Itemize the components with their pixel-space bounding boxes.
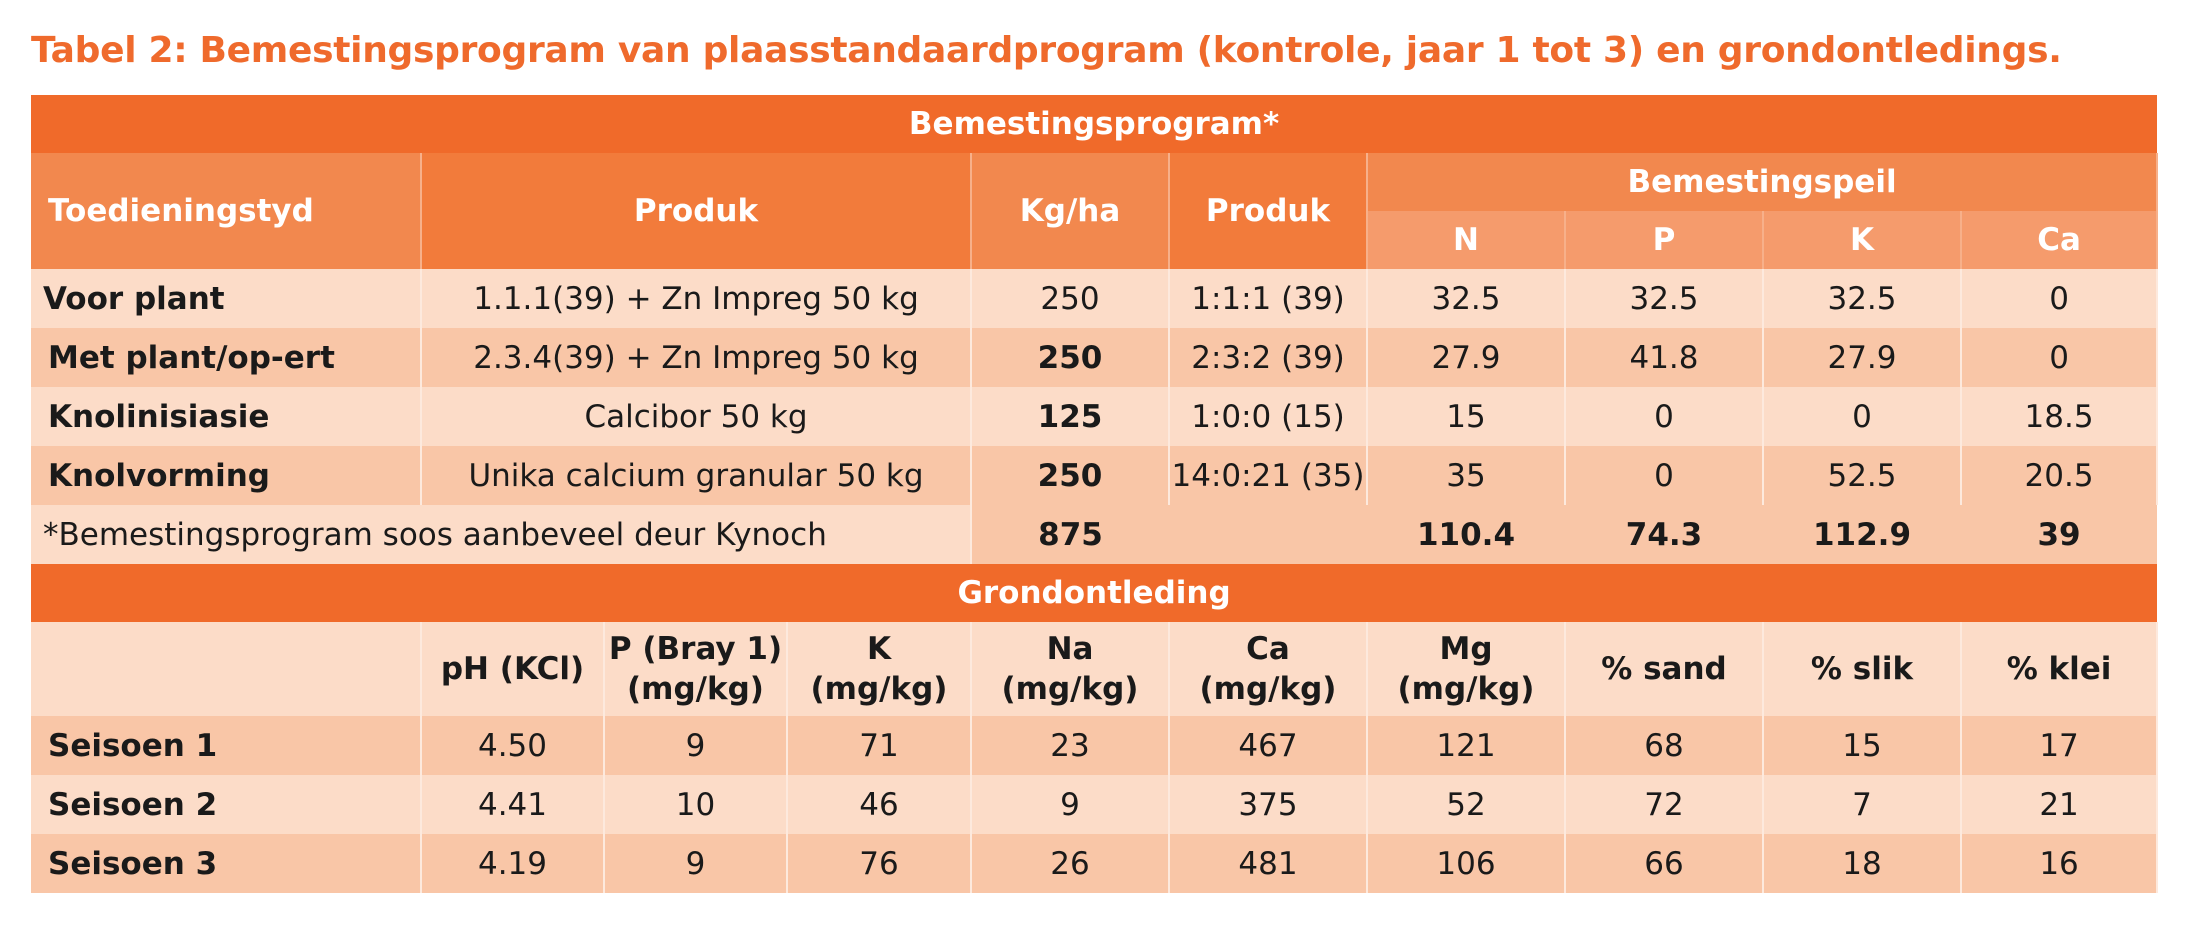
section-title: Grondontleding (957, 575, 1231, 611)
cell-p: 0 (1565, 446, 1763, 505)
col-header-p-bray: P (Bray 1) (mg/kg) (604, 622, 787, 716)
cell-kgha: 250 (971, 269, 1169, 328)
cell-k: 52.5 (1763, 446, 1961, 505)
col-header-produk: Produk (421, 153, 971, 269)
col-header-k: K (1763, 211, 1961, 269)
cell-ca: 0 (1961, 269, 2157, 328)
cell-sand: 72 (1565, 775, 1763, 834)
table-row (31, 775, 2157, 834)
cell-mg: 121 (1367, 716, 1565, 775)
cell-n: 35 (1367, 446, 1565, 505)
totals-row (31, 505, 2157, 564)
cell-kgha: 250 (971, 328, 1169, 387)
cell-k: 27.9 (1763, 328, 1961, 387)
cell-ph: 4.19 (421, 834, 604, 893)
table-row (31, 446, 2157, 505)
cell-product: 1.1.1(39) + Zn Impreg 50 kg (421, 269, 971, 328)
cell-k: 32.5 (1763, 269, 1961, 328)
col-header-mg: Mg (mg/kg) (1367, 622, 1565, 716)
cell-p: 41.8 (1565, 328, 1763, 387)
cell-n: 15 (1367, 387, 1565, 446)
cell-season: Seisoen 2 (31, 775, 421, 834)
section-header-bemestingsprogram (31, 95, 2157, 153)
col-header-klei: % klei (1961, 622, 2157, 716)
cell-ratio: 1:1:1 (39) (1169, 269, 1367, 328)
cell-mg: 106 (1367, 834, 1565, 893)
cell-n: 27.9 (1367, 328, 1565, 387)
col-header-toedieningstyd: Toedieningstyd (31, 153, 421, 269)
total-empty (1169, 505, 1367, 564)
cell-kgha: 250 (971, 446, 1169, 505)
col-header-p: P (1565, 211, 1763, 269)
cell-ratio: 14:0:21 (35) (1169, 446, 1367, 505)
cell-ca: 375 (1169, 775, 1367, 834)
col-header-empty (31, 622, 421, 716)
cell-ratio: 1:0:0 (15) (1169, 387, 1367, 446)
footnote-text: *Bemestingsprogram soos aanbeveel deur Kynoch (31, 505, 971, 564)
cell-na: 26 (971, 834, 1169, 893)
total-k: 112.9 (1763, 505, 1961, 564)
cell-k: 71 (787, 716, 971, 775)
col-header-produk-ratio: Produk (1169, 153, 1367, 269)
cell-ca: 20.5 (1961, 446, 2157, 505)
cell-klei: 21 (1961, 775, 2157, 834)
cell-slik: 18 (1763, 834, 1961, 893)
cell-p: 9 (604, 834, 787, 893)
section-title: Bemestingsprogram* (908, 106, 1280, 142)
cell-p: 9 (604, 716, 787, 775)
cell-p: 0 (1565, 387, 1763, 446)
cell-time: Met plant/op-ert (31, 328, 421, 387)
col-header-ca: Ca (1961, 211, 2157, 269)
table-row (31, 269, 2157, 328)
cell-product: Unika calcium granular 50 kg (421, 446, 971, 505)
col-header-na: Na (mg/kg) (971, 622, 1169, 716)
cell-ph: 4.41 (421, 775, 604, 834)
total-p: 74.3 (1565, 505, 1763, 564)
table-row (31, 328, 2157, 387)
cell-time: Knolvorming (31, 446, 421, 505)
cell-ratio: 2:3:2 (39) (1169, 328, 1367, 387)
cell-season: Seisoen 3 (31, 834, 421, 893)
cell-time: Knolinisiasie (31, 387, 421, 446)
cell-na: 23 (971, 716, 1169, 775)
cell-ca: 18.5 (1961, 387, 2157, 446)
cell-klei: 17 (1961, 716, 2157, 775)
table-row (31, 387, 2157, 446)
col-header-ph: pH (KCl) (421, 622, 604, 716)
total-ca: 39 (1961, 505, 2157, 564)
header-row (31, 153, 2157, 211)
cell-na: 9 (971, 775, 1169, 834)
cell-product: Calcibor 50 kg (421, 387, 971, 446)
table-row (31, 834, 2157, 893)
col-header-ca: Ca (mg/kg) (1169, 622, 1367, 716)
cell-ph: 4.50 (421, 716, 604, 775)
cell-ca: 467 (1169, 716, 1367, 775)
cell-season: Seisoen 1 (31, 716, 421, 775)
total-kgha: 875 (971, 505, 1169, 564)
soil-header-row (31, 622, 2157, 716)
cell-slik: 15 (1763, 716, 1961, 775)
cell-kgha: 125 (971, 387, 1169, 446)
cell-n: 32.5 (1367, 269, 1565, 328)
col-header-kgha: Kg/ha (971, 153, 1169, 269)
cell-sand: 68 (1565, 716, 1763, 775)
cell-sand: 66 (1565, 834, 1763, 893)
col-header-n: N (1367, 211, 1565, 269)
table-row (31, 716, 2157, 775)
cell-product: 2.3.4(39) + Zn Impreg 50 kg (421, 328, 971, 387)
col-header-slik: % slik (1763, 622, 1961, 716)
cell-k: 0 (1763, 387, 1961, 446)
cell-ca: 481 (1169, 834, 1367, 893)
table-caption: Tabel 2: Bemestingsprogram van plaasstandaardprogram (kontrole, jaar 1 tot 3) en grondontledings. (31, 30, 2062, 71)
total-n: 110.4 (1367, 505, 1565, 564)
cell-p: 32.5 (1565, 269, 1763, 328)
col-header-bemestingspeil: Bemestingspeil (1367, 153, 2157, 211)
col-header-sand: % sand (1565, 622, 1763, 716)
cell-k: 76 (787, 834, 971, 893)
cell-ca: 0 (1961, 328, 2157, 387)
cell-mg: 52 (1367, 775, 1565, 834)
cell-slik: 7 (1763, 775, 1961, 834)
cell-klei: 16 (1961, 834, 2157, 893)
cell-time: Voor plant (31, 269, 421, 328)
cell-p: 10 (604, 775, 787, 834)
cell-k: 46 (787, 775, 971, 834)
section-header-grondontleding (31, 564, 2157, 622)
fertilization-soil-table (31, 95, 2158, 893)
col-header-k: K (mg/kg) (787, 622, 971, 716)
